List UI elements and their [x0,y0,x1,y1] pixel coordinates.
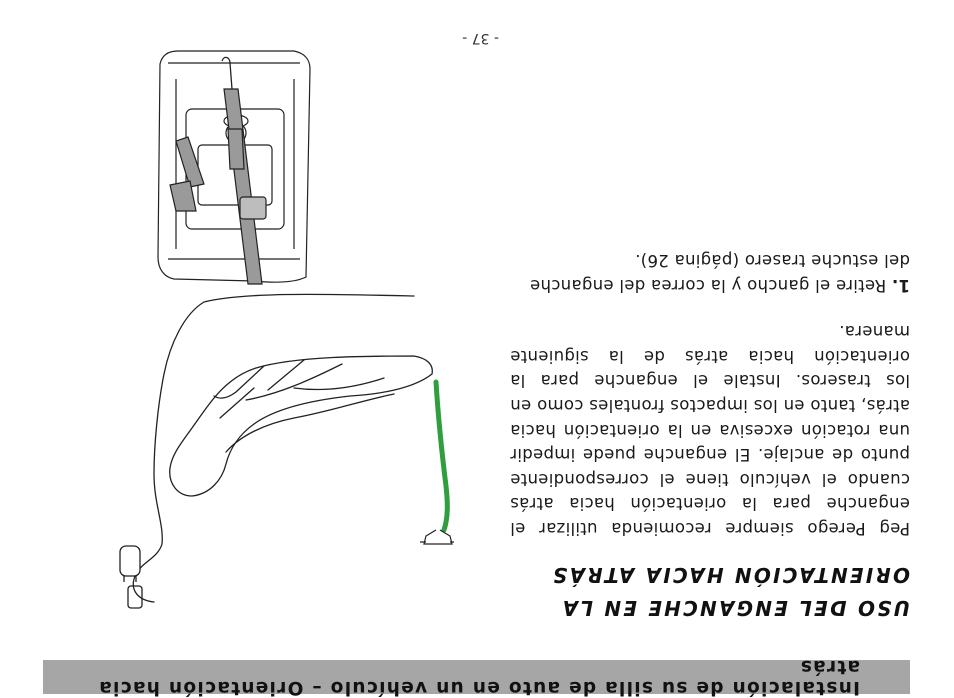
seat-side-illustration [124,284,454,614]
step-1-number: 1. [891,275,910,295]
heading-line-1: USO DEL ENGANCHE EN LA [560,596,910,620]
intro-paragraph: Peg Perego siempre recomienda utilizar el enganche para la orientación hacia atrás cuando el vehículo tiene el correspondiente punto de anclaje. El enganche puede impedir una rotación excesiva en la orientación hacia atrás, tanto en los impactos frontales como en los traseros. Instale el enganche para la orientación hacia atrás de la siguiente manera. [510,322,910,538]
hook-tip [222,57,232,89]
headrest-detail [104,522,154,582]
step-1 [510,247,910,296]
tether-strap [436,382,447,530]
car-seat-shell [170,356,433,496]
page-number: - 37 - [462,30,499,46]
gray-strap [170,89,266,284]
text-column [510,247,910,624]
step-1-text: Retire el gancho y la correa del enganche del estuche trasero (página 26). [529,251,910,295]
section-banner [43,656,910,698]
vehicle-seat-outline [133,294,414,602]
heading-line-2: ORIENTACIÓN HACIA ATRÁS [550,563,910,587]
tether-hook [424,530,452,544]
section-heading [510,558,910,624]
banner-title: Instalación de su silla de auto en un vehículo – Orientación hacia atrás [97,656,860,698]
tether-hook-illustration [154,44,314,289]
